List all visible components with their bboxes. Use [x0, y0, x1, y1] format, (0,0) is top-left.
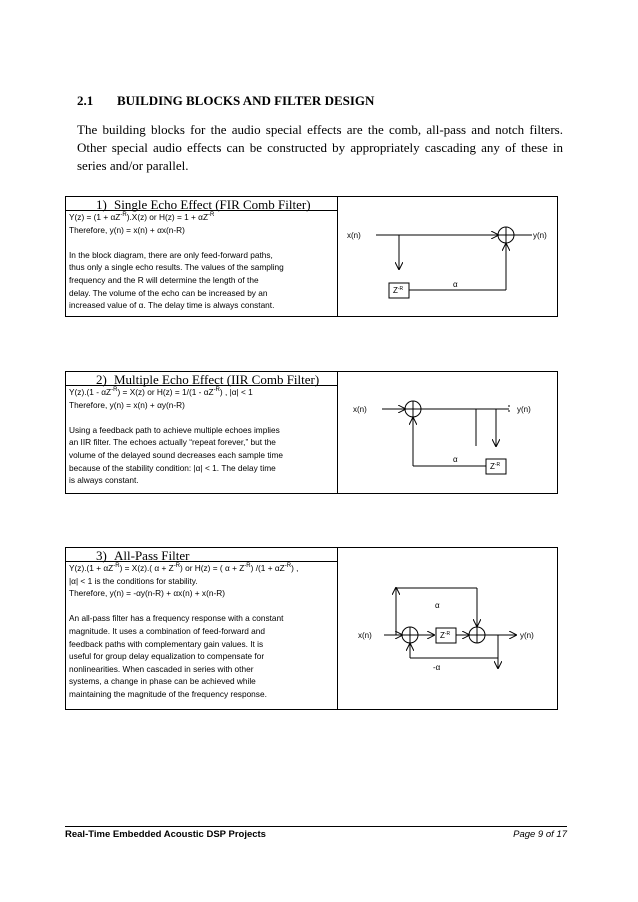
gain-label: α [435, 601, 440, 610]
input-label: x(n) [358, 631, 372, 640]
all-pass-diagram [338, 548, 558, 710]
output-label: y(n) [520, 631, 534, 640]
input-label: x(n) [353, 405, 367, 414]
box-single-echo [65, 196, 558, 317]
delay-label: $Z^{-R}$ [490, 462, 501, 471]
equation-transfer: $Y(z) = (1 + \alpha Z^{-R}).X(z)$ or $H(z) = 1 + \alpha Z^{-R}$ [69, 212, 215, 222]
delay-label: $Z^{-R}$ [440, 631, 451, 640]
equation-transfer: $Y(z).(1 - \alpha Z^{-R}) = X(z)$ or $H(z) = 1/(1 - \alpha Z^{-R})$ , |α| < 1 [69, 387, 253, 397]
box-all-pass [65, 547, 558, 710]
footer-title: Real-Time Embedded Acoustic DSP Projects [65, 829, 266, 840]
equation-difference: Therefore, y(n) = x(n) + αy(n-R) [69, 399, 185, 410]
delay-label: $Z^{-R}$ [393, 286, 404, 295]
equation-difference: Therefore, y(n) = -αy(n-R) + αx(n) + x(n-R) [69, 588, 225, 599]
input-label: x(n) [347, 231, 361, 240]
box-text: $Y(z).(1 - \alpha Z^{-R}) = X(z)$ or $H(z) = 1/(1 - \alpha Z^{-R})$ , |α| < 1 Therefore, y(n) = x(n) + αy(n-R) Using a feedback path to achieve multiple echoes implies an IIR filter. The echoes actually “repeat forever,” but the volume of the delayed sound decreases each sample time because of the stability condition: |α| < 1. The delay time is always constant. [69, 386, 335, 487]
box-title: 2) Multiple Echo Effect (IIR Comb Filter) [96, 372, 320, 387]
iir-comb-diagram [338, 372, 558, 494]
box-text: $Y(z).(1 + \alpha Z^{-R}) = X(z)$.( $\alpha + Z^{-R}$) or H(z) = ( $\alpha + Z^{-R}$) $/(1 + \alpha Z^{-R})$ , |α| < 1 is the conditions for stability. Therefore, y(n) = -αy(n-R) + αx(n) + x(n-R) An all-pass filter has a frequency response with a constant magnitude. It uses a combination of feed-forward and feedback paths with complementary gain values. It is useful for group delay equalization to compensate for nonlinearities. When cascaded in series with other systems, a change in phase can be achieved while maintaining the magnitude of the frequency response. [69, 562, 335, 701]
page-number: Page 9 of 17 [513, 829, 567, 840]
gain-label: α [453, 455, 458, 464]
equation-transfer: $Y(z).(1 + \alpha Z^{-R}) = X(z)$.( $\alpha + Z^{-R}$) or H(z) = ( $\alpha + Z^{-R}$) $/(1 + \alpha Z^{-R})$ , [69, 563, 299, 573]
box-text: $Y(z) = (1 + \alpha Z^{-R}).X(z)$ or $H(z) = 1 + \alpha Z^{-R}$ Therefore, y(n) = x(n) + αx(n-R) In the block diagram, there are only feed-forward paths, thus only a single echo results. The values of the sampling frequency and the R will determine the length of the delay. The volume of the echo can be increased by an increased value of α. The delay time is always constant. [69, 211, 335, 312]
stability-condition: |α| < 1 is the conditions for stability. [69, 575, 198, 586]
section-number: 2.1 [77, 93, 94, 108]
gain-label: α [453, 280, 458, 289]
box-title: 1) Single Echo Effect (FIR Comb Filter) [96, 197, 311, 212]
box-title: 3) All-Pass Filter [96, 548, 190, 563]
footer-divider [65, 826, 567, 827]
output-label: y(n) [517, 405, 531, 414]
section-heading [77, 93, 374, 109]
box-multiple-echo [65, 371, 558, 494]
intro-paragraph: The building blocks for the audio special effects are the comb, all-pass and notch filters. Other special audio effects can be constructed by appropriately cascading any of these in series and/or parallel. [77, 122, 563, 173]
output-label: y(n) [533, 231, 547, 240]
neg-gain-label: -α [433, 663, 441, 672]
section-title: BUILDING BLOCKS AND FILTER DESIGN [117, 93, 375, 108]
equation-difference: Therefore, y(n) = x(n) + αx(n-R) [69, 224, 185, 235]
fir-comb-diagram [338, 197, 558, 317]
